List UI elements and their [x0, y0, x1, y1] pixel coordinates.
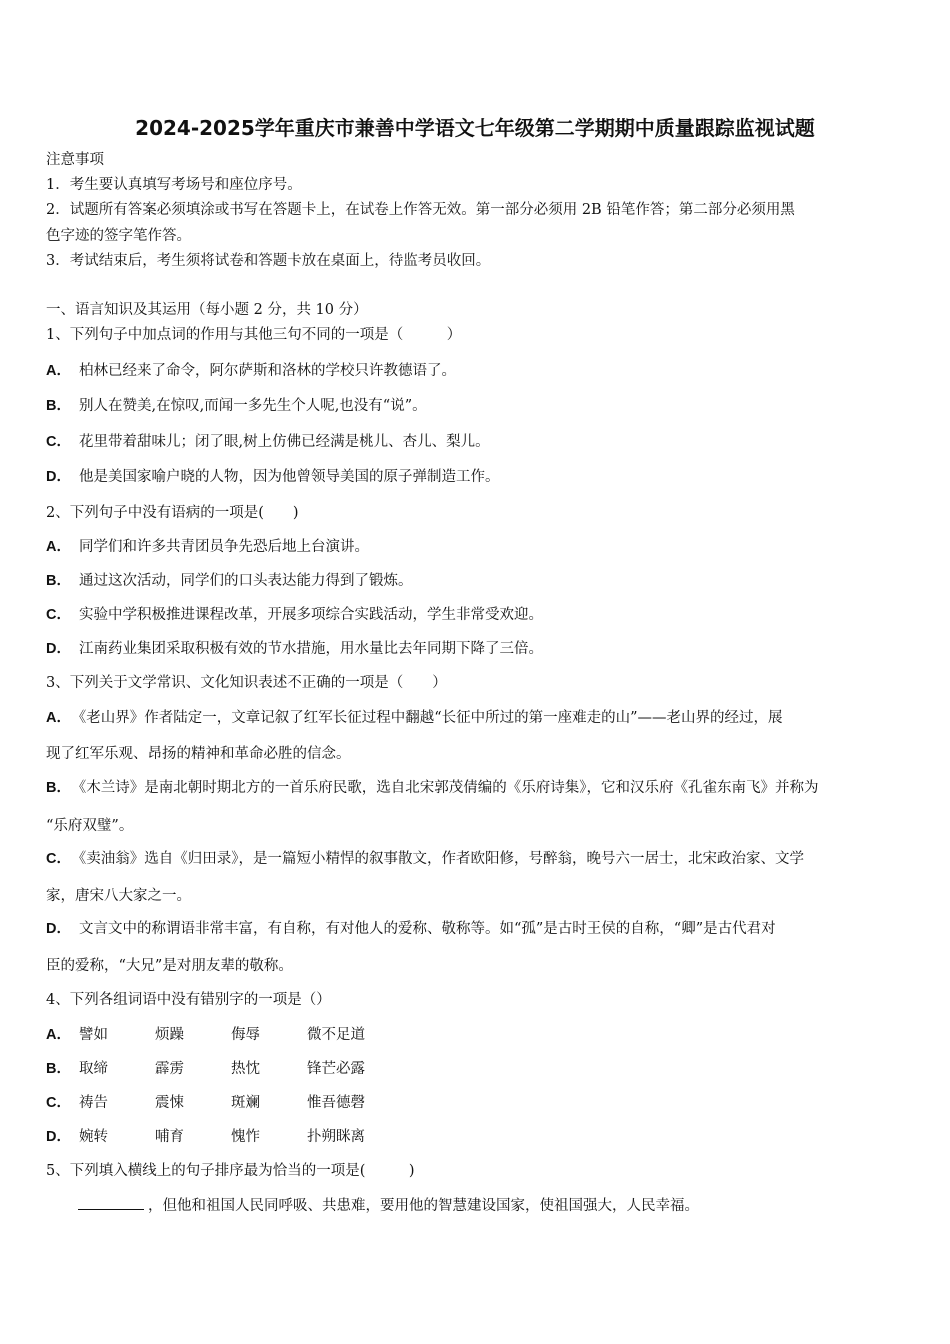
option-label: C．	[46, 607, 71, 623]
word: 微不足道	[306, 1027, 365, 1043]
word: 惟吾德磬	[306, 1095, 365, 1111]
question-stem-1: 1、下列句子中加点词的作用与其他三句不同的一项是（ ）	[46, 327, 462, 343]
word: 取缔	[78, 1061, 108, 1077]
notice-heading: 注意事项	[46, 152, 104, 168]
q1-option-a	[46, 361, 906, 381]
option-text: 《卖油翁》选自《归田录》，是一篇短小精悍的叙事散文，作者欧阳修，号醉翁，晚号六一居士，北宋政治家、文学	[78, 851, 804, 867]
option-text: 《老山界》作者陆定一，文章记叙了红军长征过程中翻越“长征中所过的第一座难走的山”——老山界的经过，展	[78, 710, 783, 726]
option-label: C．	[46, 1095, 71, 1111]
option-text: 花里带着甜味儿；闭了眼,树上仿佛已经满是桃儿、杏儿、梨儿。	[78, 434, 490, 450]
notice-item: 1．考生要认真填写考场号和座位序号。	[46, 177, 302, 193]
option-text: 文言文中的称谓语非常丰富，有自称，有对他人的爱称、敬称等。如“孤”是古时王侯的自称，“卿”是古代君对	[78, 921, 776, 937]
q1-option-c	[46, 432, 906, 452]
q4-option-d	[46, 1127, 906, 1147]
word: 烦躁	[154, 1027, 184, 1043]
word: 祷告	[78, 1095, 108, 1111]
q2-option-a	[46, 537, 906, 557]
q1-option-d	[46, 467, 906, 487]
option-label: B．	[46, 780, 71, 796]
page-title: 2024-2025学年重庆市兼善中学语文七年级第二学期期中质量跟踪监视试题	[135, 116, 815, 140]
q3-option-c-cont: 家，唐宋八大家之一。	[46, 888, 191, 904]
option-text: 实验中学积极推进课程改革，开展多项综合实践活动，学生非常受欢迎。	[78, 607, 543, 623]
q4-option-c	[46, 1093, 906, 1113]
q3-option-a	[46, 708, 906, 728]
notice-item: 3．考试结束后，考生须将试卷和答题卡放在桌面上，待监考员收回。	[46, 253, 491, 269]
word: 婉转	[78, 1129, 108, 1145]
q3-option-c	[46, 849, 906, 869]
option-label: D．	[46, 921, 71, 937]
option-label: D．	[46, 1129, 71, 1145]
question-stem-4: 4、下列各组词语中没有错别字的一项是（）	[46, 992, 331, 1008]
q3-option-a-cont: 现了红军乐观、昂扬的精神和革命必胜的信念。	[46, 746, 351, 762]
q3-option-b-cont: “乐府双璧”。	[46, 818, 134, 834]
word: 扑朔眯离	[306, 1129, 365, 1145]
q3-option-b	[46, 778, 906, 798]
question-stem-2: 2、下列句子中没有语病的一项是( )	[46, 505, 299, 521]
word: 热忱	[230, 1061, 260, 1077]
notice-item: 色字迹的签字笔作答。	[46, 228, 191, 244]
option-text: 通过这次活动，同学们的口头表达能力得到了锻炼。	[78, 573, 413, 589]
option-text: 《木兰诗》是南北朝时期北方的一首乐府民歌，选自北宋郭茂倩编的《乐府诗集》，它和汉乐府《孔雀东南飞》并称为	[78, 780, 819, 796]
q1-option-b	[46, 396, 906, 416]
q4-option-a	[46, 1025, 906, 1045]
section-heading: 一、语言知识及其运用（每小题 2 分，共 10 分）	[46, 302, 368, 318]
word: 侮辱	[230, 1027, 260, 1043]
option-label: B．	[46, 398, 71, 414]
option-label: A．	[46, 363, 71, 379]
option-text: 他是美国家喻户晓的人物，因为他曾领导美国的原子弹制造工作。	[78, 469, 500, 485]
option-text: 同学们和许多共青团员争先恐后地上台演讲。	[78, 539, 369, 555]
word: 斑斓	[230, 1095, 260, 1111]
word: 愧怍	[230, 1129, 260, 1145]
q2-option-d	[46, 639, 906, 659]
option-label: D．	[46, 641, 71, 657]
q5-sentence	[78, 1195, 906, 1216]
word: 譬如	[78, 1027, 108, 1043]
question-stem-5: 5、下列填入横线上的句子排序最为恰当的一项是( )	[46, 1163, 415, 1179]
option-text: 别人在赞美,在惊叹,而闻一多先生个人呢,也没有“说”。	[78, 398, 427, 414]
word: 哺育	[154, 1129, 184, 1145]
q3-option-d-cont: 臣的爱称，“大兄”是对朋友辈的敬称。	[46, 958, 293, 974]
option-label: B．	[46, 573, 71, 589]
word: 锋芒必露	[306, 1061, 365, 1077]
option-label: C．	[46, 851, 71, 867]
option-text: 江南药业集团采取积极有效的节水措施，用水量比去年同期下降了三倍。	[78, 641, 543, 657]
notice-item: 2．试题所有答案必须填涂或书写在答题卡上，在试卷上作答无效。第一部分必须用 2B 铅笔作答；第二部分必须用黑	[46, 202, 795, 218]
option-label: D．	[46, 469, 71, 485]
q5-sentence-text: ，但他和祖国人民同呼吸、共患难，要用他的智慧建设国家，使祖国强大，人民幸福。	[148, 1198, 699, 1214]
option-label: A．	[46, 710, 71, 726]
option-text: 柏林已经来了命令，阿尔萨斯和洛林的学校只许教德语了。	[78, 363, 456, 379]
option-label: C．	[46, 434, 71, 450]
fill-blank[interactable]	[78, 1195, 144, 1210]
option-label: A．	[46, 539, 71, 555]
option-label: B．	[46, 1061, 71, 1077]
word: 震悚	[154, 1095, 184, 1111]
q2-option-c	[46, 605, 906, 625]
word: 霹雳	[154, 1061, 184, 1077]
q3-option-d	[46, 919, 906, 939]
q2-option-b	[46, 571, 906, 591]
question-stem-3: 3、下列关于文学常识、文化知识表述不正确的一项是（ ）	[46, 675, 447, 691]
q4-option-b	[46, 1059, 906, 1079]
option-label: A．	[46, 1027, 71, 1043]
